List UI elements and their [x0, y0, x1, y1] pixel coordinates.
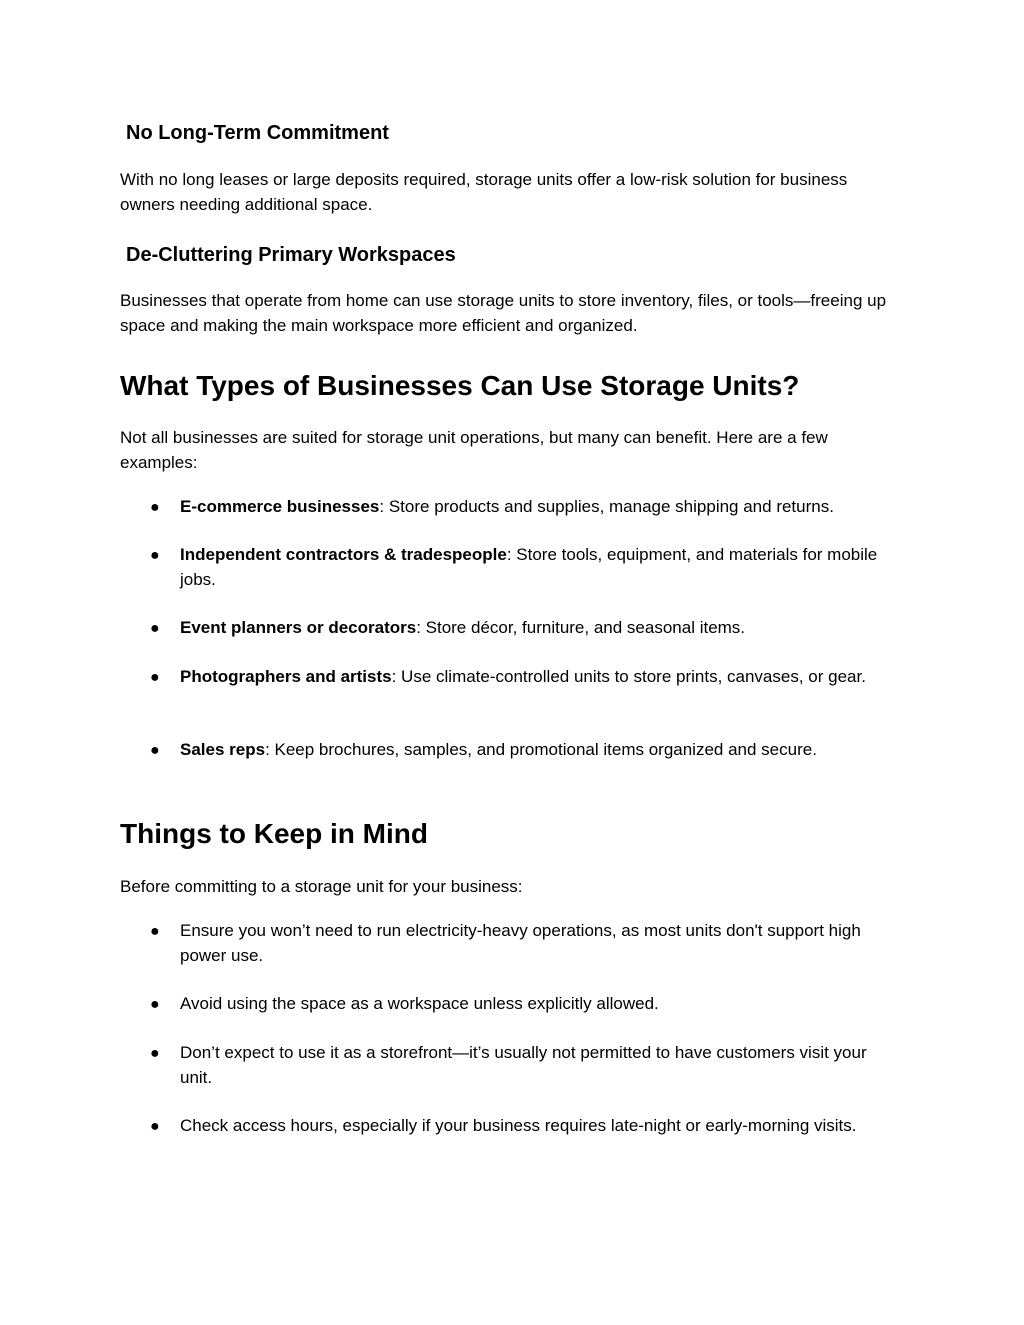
list-item-term: E-commerce businesses: [180, 497, 380, 516]
heading-de-cluttering: De-Cluttering Primary Workspaces: [126, 244, 456, 266]
heading-business-types: What Types of Businesses Can Use Storage Units?: [120, 370, 800, 401]
list-item-sales-reps: [180, 738, 900, 763]
paragraph-no-long-term-commitment: With no long leases or large deposits required, storage units offer a low-risk solution for business owners needing additional space.: [120, 170, 848, 214]
bullet-marker: ●: [150, 1118, 160, 1135]
heading-no-long-term-commitment: No Long-Term Commitment: [126, 122, 389, 144]
paragraph-de-cluttering: Businesses that operate from home can use storage units to store inventory, files, or tools—freeing up space and making the main workspace more efficient and organized.: [120, 291, 887, 335]
bullet-marker: ●: [150, 547, 160, 564]
list-item-event-planners: [180, 616, 900, 641]
list-item-storefront: Don’t expect to use it as a storefront—it’s usually not permitted to have customers visit your unit.: [180, 1043, 867, 1087]
bullet-marker: ●: [150, 1045, 160, 1062]
bullet-marker: ●: [150, 499, 160, 516]
paragraph-keep-in-mind-intro: Before committing to a storage unit for your business:: [120, 877, 523, 896]
list-item-term: Independent contractors & tradespeople: [180, 545, 507, 564]
list-item-workspace: Avoid using the space as a workspace unless explicitly allowed.: [180, 994, 659, 1013]
list-item-desc: : Store décor, furniture, and seasonal items.: [416, 618, 746, 637]
list-item-desc: : Store products and supplies, manage shipping and returns.: [379, 497, 834, 516]
list-item-contractors: [180, 543, 900, 592]
list-item-term: Photographers and artists: [180, 667, 392, 686]
list-item-ecommerce: [180, 495, 900, 520]
bullet-marker: ●: [150, 742, 160, 759]
heading-things-to-keep-in-mind: Things to Keep in Mind: [120, 818, 428, 849]
list-item-desc: : Store tools, equipment, and materials for mobile jobs.: [180, 545, 878, 589]
bullet-marker: ●: [150, 669, 160, 686]
bullet-marker: ●: [150, 620, 160, 637]
list-item-access-hours: Check access hours, especially if your business requires late-night or early-morning visits.: [180, 1116, 857, 1135]
paragraph-business-types-intro: Not all businesses are suited for storage unit operations, but many can benefit. Here are a few examples:: [120, 428, 828, 472]
list-item-term: Sales reps: [180, 740, 266, 759]
list-item-desc: : Use climate-controlled units to store prints, canvases, or gear.: [391, 667, 866, 686]
list-item-term: Event planners or decorators: [180, 618, 417, 637]
list-item-electricity: Ensure you won’t need to run electricity-heavy operations, as most units don't support high power use.: [180, 921, 861, 965]
bullet-marker: ●: [150, 996, 160, 1013]
list-item-desc: : Keep brochures, samples, and promotional items organized and secure.: [265, 740, 817, 759]
list-item-photographers: [180, 665, 900, 690]
bullet-marker: ●: [150, 923, 160, 940]
